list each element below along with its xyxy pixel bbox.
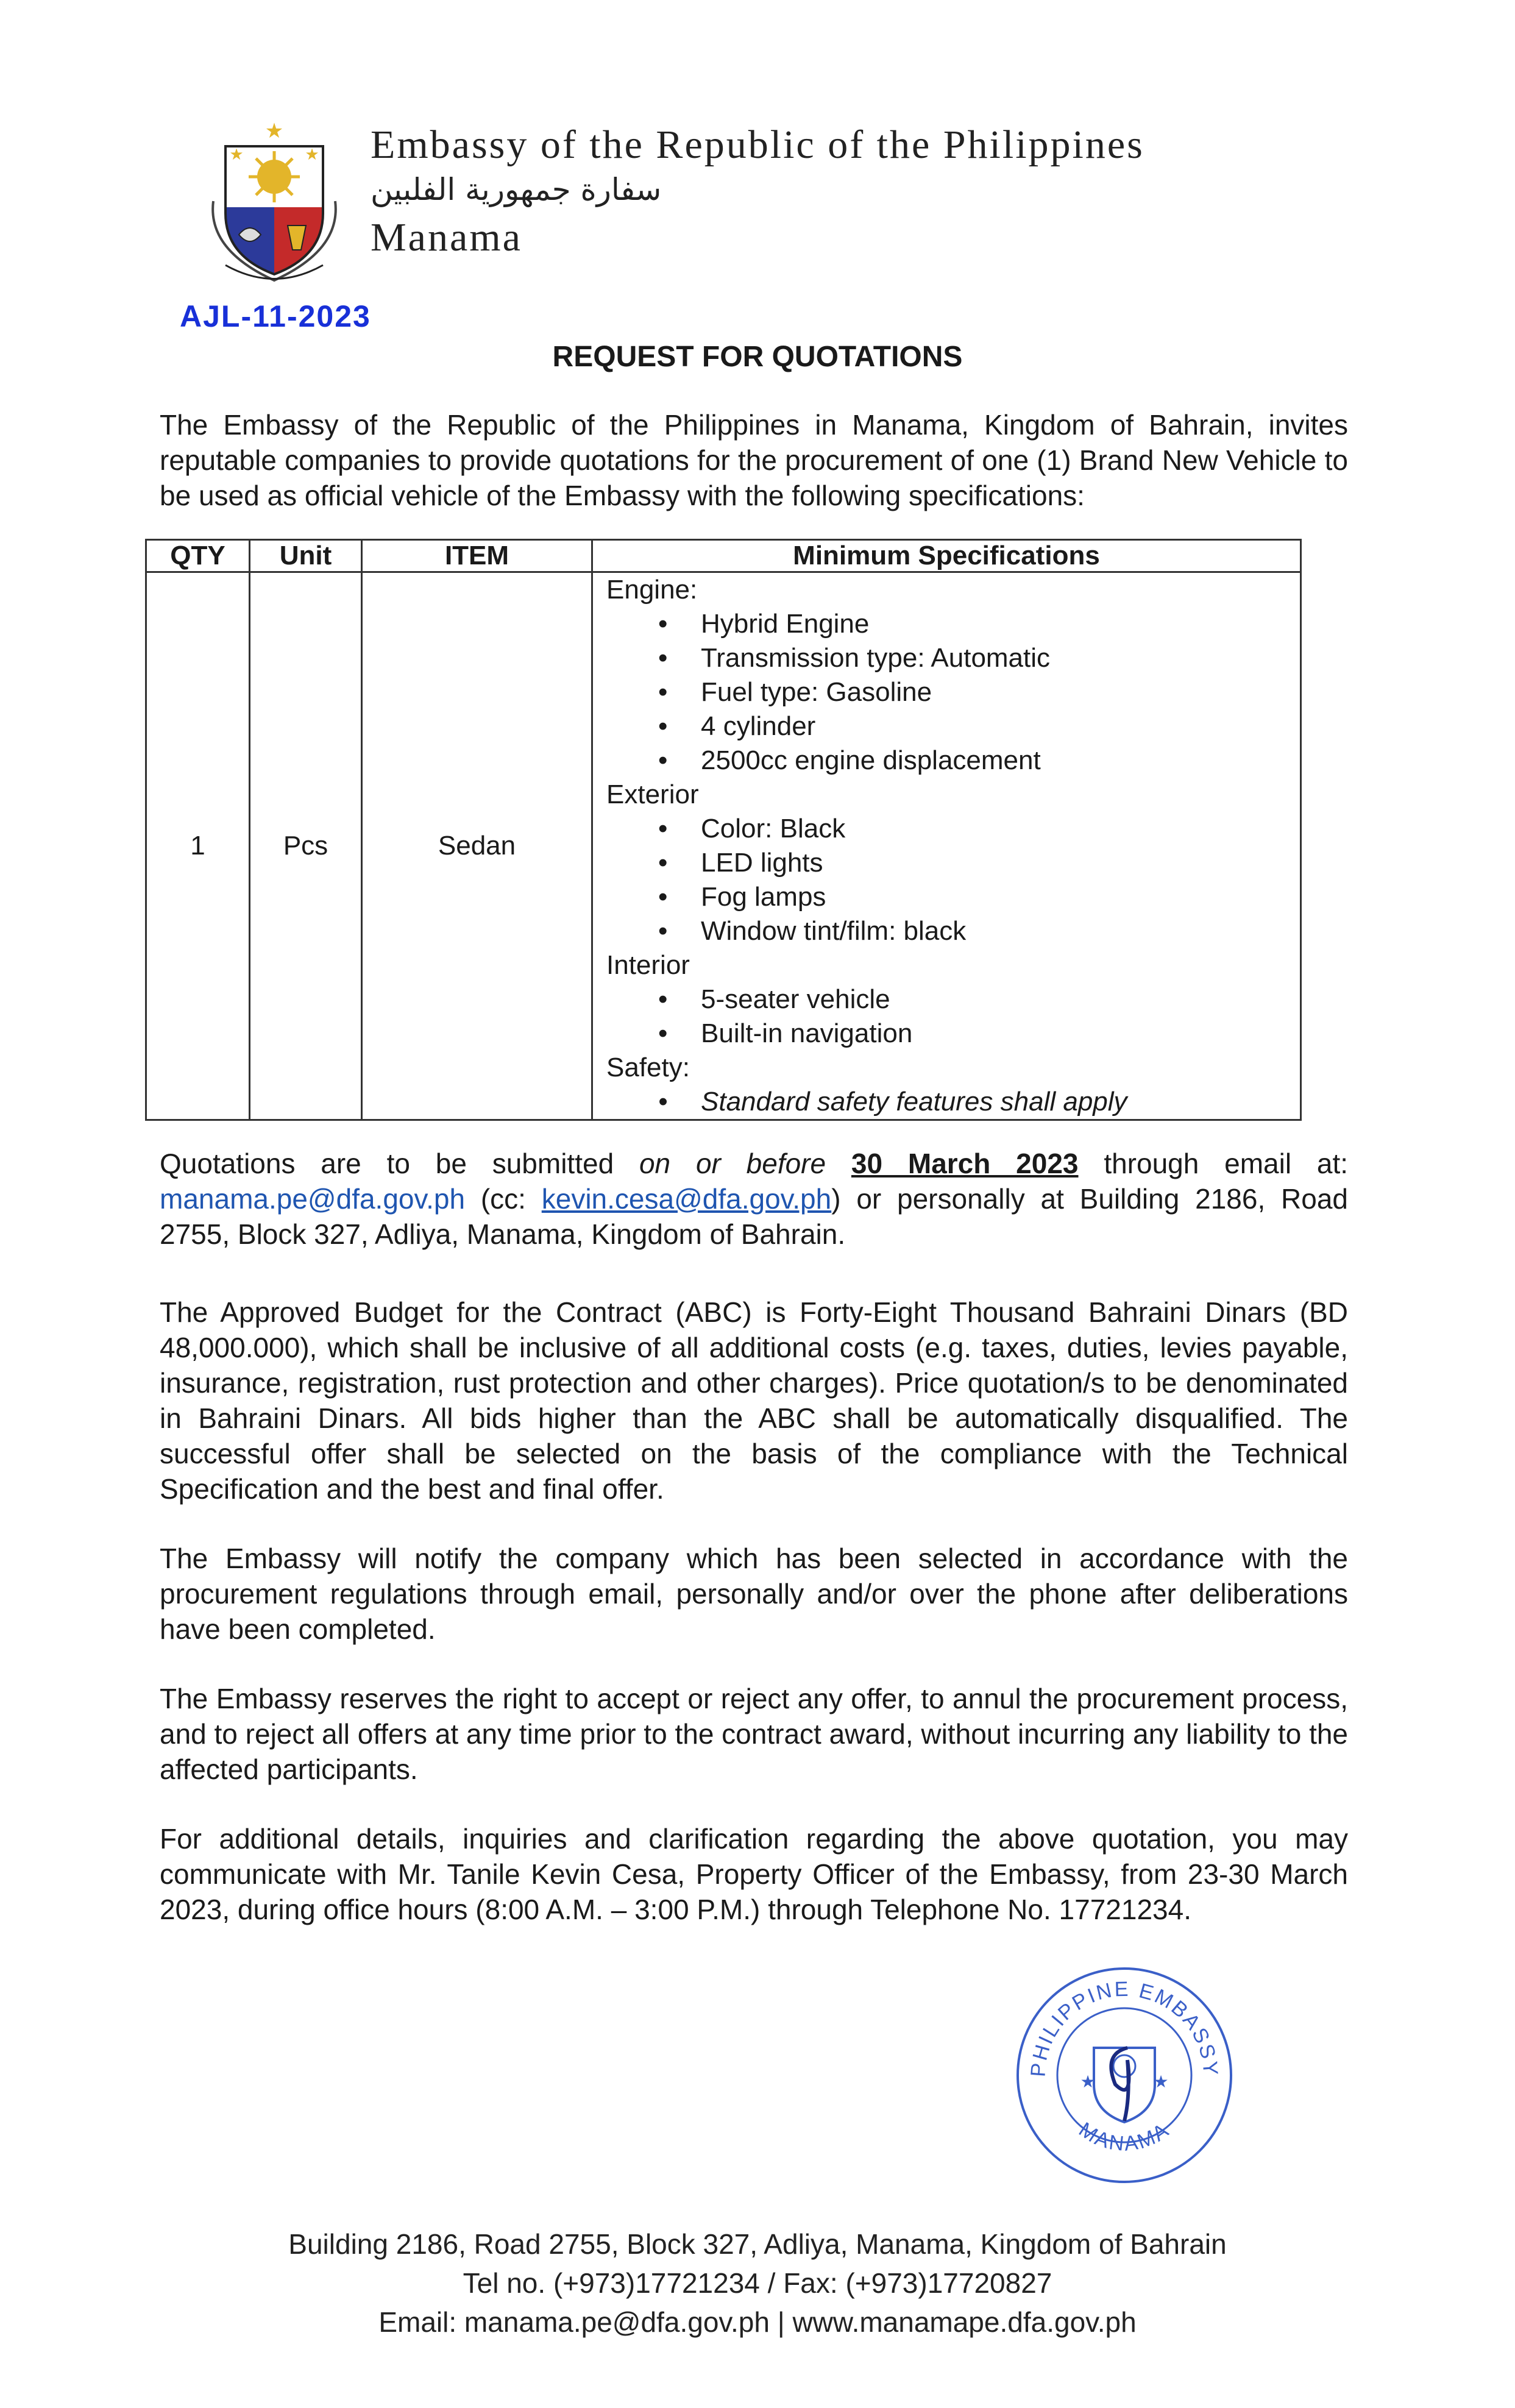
spec-item: • Fog lamps <box>606 880 1300 914</box>
spec-item: • Window tint/film: black <box>606 914 1300 948</box>
table-row <box>146 572 1301 1120</box>
submission-text: ) or personally at Building 2186, Road 2755, Block 327, Adliya, Manama, Kingdom of Bahrain. <box>160 1183 1348 1250</box>
spec-group-label: Engine: <box>606 575 698 605</box>
specifications-table <box>145 539 1302 1121</box>
submission-text <box>826 1148 851 1179</box>
submission-text: (cc: <box>465 1183 542 1215</box>
philippine-coat-of-arms <box>201 110 347 286</box>
svg-text:★: ★ <box>305 145 319 163</box>
table-header-row <box>146 540 1301 572</box>
reserve-paragraph <box>160 1681 1348 1787</box>
spec-group-label: Exterior <box>606 780 699 809</box>
submission-paragraph <box>160 1146 1348 1252</box>
reserve-text: The Embassy reserves the right to accept or reject any offer, to annul the procurement process, and to reject all offers at any time prior to the contract award, without incurring any liability to the affected participants. <box>160 1683 1349 1785</box>
spec-item: • Fuel type: Gasoline <box>606 675 1300 709</box>
cc-email-link[interactable]: kevin.cesa@dfa.gov.ph <box>541 1183 832 1215</box>
spec-item: • 5-seater vehicle <box>606 982 1300 1017</box>
svg-text:★: ★ <box>229 145 244 163</box>
svg-text:MANAMA <box>1074 2118 1174 2156</box>
contact-paragraph <box>160 1821 1348 1927</box>
spec-group-interior <box>606 948 1300 1051</box>
header-qty: QTY <box>146 540 250 572</box>
svg-text:★: ★ <box>1153 2072 1169 2091</box>
svg-text:★: ★ <box>1080 2072 1096 2091</box>
embassy-seal-stamp <box>1012 1962 1237 2188</box>
spec-group-engine <box>606 573 1300 778</box>
spec-group-exterior <box>606 778 1300 948</box>
signature-mark <box>1111 2048 1129 2121</box>
spec-item: • 2500cc engine displacement <box>606 744 1300 778</box>
intro-paragraph <box>160 407 1348 513</box>
header-item: ITEM <box>362 540 592 572</box>
spec-group-label: Interior <box>606 950 690 980</box>
document-title: REQUEST FOR QUOTATIONS <box>552 341 963 373</box>
notify-paragraph <box>160 1541 1348 1647</box>
stamp-bottom-text: MANAMA <box>1074 2118 1174 2156</box>
embassy-name: Embassy of the Republic of the Philippines <box>371 123 1144 167</box>
stamp-top-text: PHILIPPINE EMBASSY <box>1026 1977 1222 2078</box>
budget-paragraph <box>160 1295 1348 1507</box>
embassy-email-link[interactable]: manama.pe@dfa.gov.ph <box>160 1183 466 1215</box>
header-unit: Unit <box>250 540 362 572</box>
submission-deadline: 30 March 2023 <box>851 1148 1079 1179</box>
spec-item: • Transmission type: Automatic <box>606 641 1300 675</box>
spec-item: • 4 cylinder <box>606 709 1300 744</box>
spec-group-label: Safety: <box>606 1053 690 1082</box>
spec-item: • LED lights <box>606 846 1300 880</box>
spec-group-safety <box>606 1051 1300 1119</box>
spec-item: • Color: Black <box>606 812 1300 846</box>
footer-email-web: Email: manama.pe@dfa.gov.ph | www.manamape.dfa.gov.ph <box>378 2306 1137 2338</box>
spec-item: • Standard safety features shall apply <box>606 1085 1300 1119</box>
contact-text: For additional details, inquiries and clarification regarding the above quotation, you may communicate with Mr. Tanile Kevin Cesa, Property Officer of the Embassy, from 23-30 March 2023, during office hours (8:00 A.M. – 3:00 P.M.) through Telephone No. 17721234. <box>160 1823 1348 1925</box>
reference-number: AJL-11-2023 <box>180 299 371 333</box>
submission-text: Quotations are to be submitted <box>160 1148 639 1179</box>
submission-text: through email at: <box>1078 1148 1349 1179</box>
submission-emphasis: on or before <box>639 1148 826 1179</box>
svg-text:★: ★ <box>264 119 284 143</box>
footer-address: Building 2186, Road 2755, Block 327, Adliya, Manama, Kingdom of Bahrain <box>288 2228 1227 2260</box>
notify-text: The Embassy will notify the company which has been selected in accordance with the procurement regulations through email, personally and/or over the phone after deliberations have been completed. <box>160 1543 1348 1645</box>
unit-cell: Pcs <box>250 572 362 1120</box>
item-cell: Sedan <box>362 572 592 1120</box>
specifications-cell <box>592 572 1301 1120</box>
spec-item: • Hybrid Engine <box>606 607 1300 641</box>
budget-text: The Approved Budget for the Contract (ABC) is Forty-Eight Thousand Bahraini Dinars (BD 48,000.000), which shall be inclusive of all additional costs (e.g. taxes, duties, levies payable, insurance, registration, rust protection and other charges). Price quotation/s to be denominated in Bahraini Dinars. All bids higher than the ABC shall be automatically disqualified. The successful offer shall be selected on the basis of the compliance with the Technical Specification and the best and final offer. <box>160 1296 1348 1505</box>
embassy-city: Manama <box>371 215 522 260</box>
intro-text: The Embassy of the Republic of the Philippines in Manama, Kingdom of Bahrain, invites reputable companies to provide quotations for the procurement of one (1) Brand New Vehicle to be used as official vehicle of the Embassy with the following specifications: <box>160 409 1348 511</box>
footer-phone: Tel no. (+973)17721234 / Fax: (+973)17720827 <box>463 2267 1052 2299</box>
embassy-name-arabic: سفارة جمهورية الفلبين <box>371 172 662 207</box>
header-specifications: Minimum Specifications <box>592 540 1301 572</box>
qty-cell: 1 <box>146 572 250 1120</box>
spec-item: • Built-in navigation <box>606 1017 1300 1051</box>
